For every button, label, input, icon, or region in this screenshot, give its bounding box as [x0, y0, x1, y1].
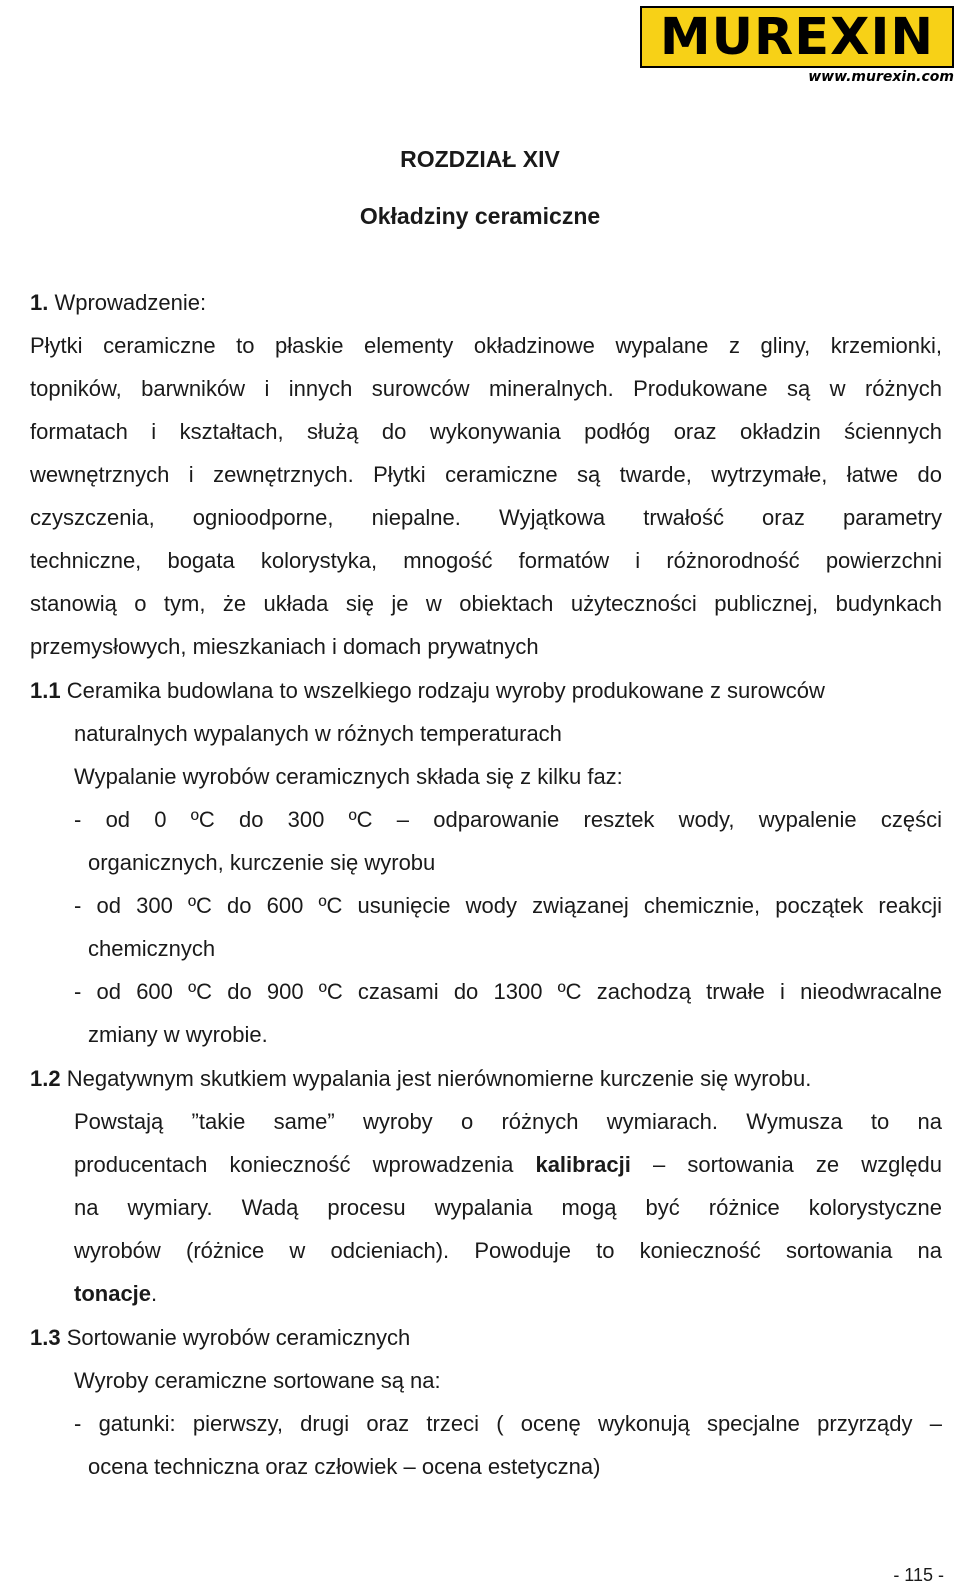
- section-1-1-line: organicznych, kurczenie się wyrobu: [88, 850, 436, 875]
- section-1-title: Wprowadzenie:: [48, 290, 207, 315]
- section-1-3-line: ocena techniczna oraz człowiek – ocena estetyczna): [88, 1454, 601, 1479]
- term-kalibracji: kalibracji: [535, 1152, 631, 1177]
- page-title: Okładziny ceramiczne: [359, 203, 601, 229]
- section-1-3-line: - gatunki: pierwszy, drugi oraz trzeci ( ocenę wykonują specjalne przyrządy –: [74, 1411, 942, 1436]
- section-1-1-line: naturalnych wypalanych w różnych temperaturach: [74, 721, 562, 746]
- section-1-2-line: na wymiary. Wadą procesu wypalania mogą być różnice kolorystyczne: [74, 1195, 942, 1220]
- page-number: - 115 -: [893, 1565, 944, 1585]
- p1-line: stanowią o tym, że układa się je w obiektach użyteczności publicznej, budynkach: [30, 591, 942, 616]
- logo-brand-text: MUREXIN: [659, 7, 935, 67]
- section-1-1-line: - od 300 ºC do 600 ºC usunięcie wody związanej chemicznie, początek reakcji: [74, 893, 942, 918]
- section-1-heading: [30, 290, 206, 316]
- section-1-1-text: Ceramika budowlana to wszelkiego rodzaju wyroby produkowane z surowców: [60, 678, 825, 703]
- section-1-2-number: 1.2: [30, 1066, 61, 1091]
- section-1-1-line: zmiany w wyrobie.: [88, 1022, 268, 1047]
- section-1-2-line: [74, 1281, 157, 1307]
- section-1-1-line: Wypalanie wyrobów ceramicznych składa się z kilku faz:: [74, 764, 623, 789]
- p1-line: przemysłowych, mieszkaniach i domach prywatnych: [30, 634, 539, 659]
- section-1-2-line: Powstają ”takie same” wyroby o różnych wymiarach. Wymusza to na: [74, 1109, 942, 1134]
- p1-line: topników, barwników i innych surowców mineralnych. Produkowane są w różnych: [30, 376, 942, 401]
- section-1-2-line: wyrobów (różnice w odcieniach). Powoduje to konieczność sortowania na: [74, 1238, 942, 1263]
- p1-line: wewnętrznych i zewnętrznych. Płytki ceramiczne są twarde, wytrzymałe, łatwe do: [30, 462, 942, 487]
- p1-line: techniczne, bogata kolorystyka, mnogość formatów i różnorodność powierzchni: [30, 548, 942, 573]
- p1-line: czyszczenia, ognioodporne, niepalne. Wyjątkowa trwałość oraz parametry: [30, 505, 942, 530]
- section-1-2-line: [30, 1066, 811, 1092]
- section-1-3-number: 1.3: [30, 1325, 61, 1350]
- section-1-number: 1.: [30, 290, 49, 315]
- section-1-1-line: - od 0 ºC do 300 ºC – odparowanie resztek wody, wypalenie części: [74, 807, 942, 832]
- section-1-2-text: producentach konieczność wprowadzenia: [74, 1152, 536, 1177]
- murexin-logo: [640, 6, 954, 68]
- section-1-3-text: Sortowanie wyrobów ceramicznych: [60, 1325, 411, 1350]
- section-1-1-line: chemicznych: [88, 936, 216, 961]
- section-1-2-line: [74, 1152, 942, 1178]
- chapter-heading: ROZDZIAŁ XIV: [400, 146, 560, 172]
- section-1-2-text: .: [151, 1281, 158, 1306]
- section-1-2-text: Negatywnym skutkiem wypalania jest nierównomierne kurczenie się wyrobu.: [60, 1066, 812, 1091]
- section-1-3-line: Wyroby ceramiczne sortowane są na:: [74, 1368, 441, 1393]
- term-tonacje: tonacje: [74, 1281, 152, 1306]
- section-1-3-line: [30, 1325, 410, 1351]
- section-1-1-line: [30, 678, 825, 704]
- p1-line: Płytki ceramiczne to płaskie elementy okładzinowe wypalane z gliny, krzemionki,: [30, 333, 942, 358]
- logo-url: www.murexin.com: [808, 69, 954, 85]
- section-1-1-number: 1.1: [30, 678, 61, 703]
- section-1-2-text: – sortowania ze względu: [630, 1152, 942, 1177]
- section-1-1-line: - od 600 ºC do 900 ºC czasami do 1300 ºC zachodzą trwałe i nieodwracalne: [74, 979, 942, 1004]
- p1-line: formatach i kształtach, służą do wykonywania podłóg oraz okładzin ściennych: [30, 419, 942, 444]
